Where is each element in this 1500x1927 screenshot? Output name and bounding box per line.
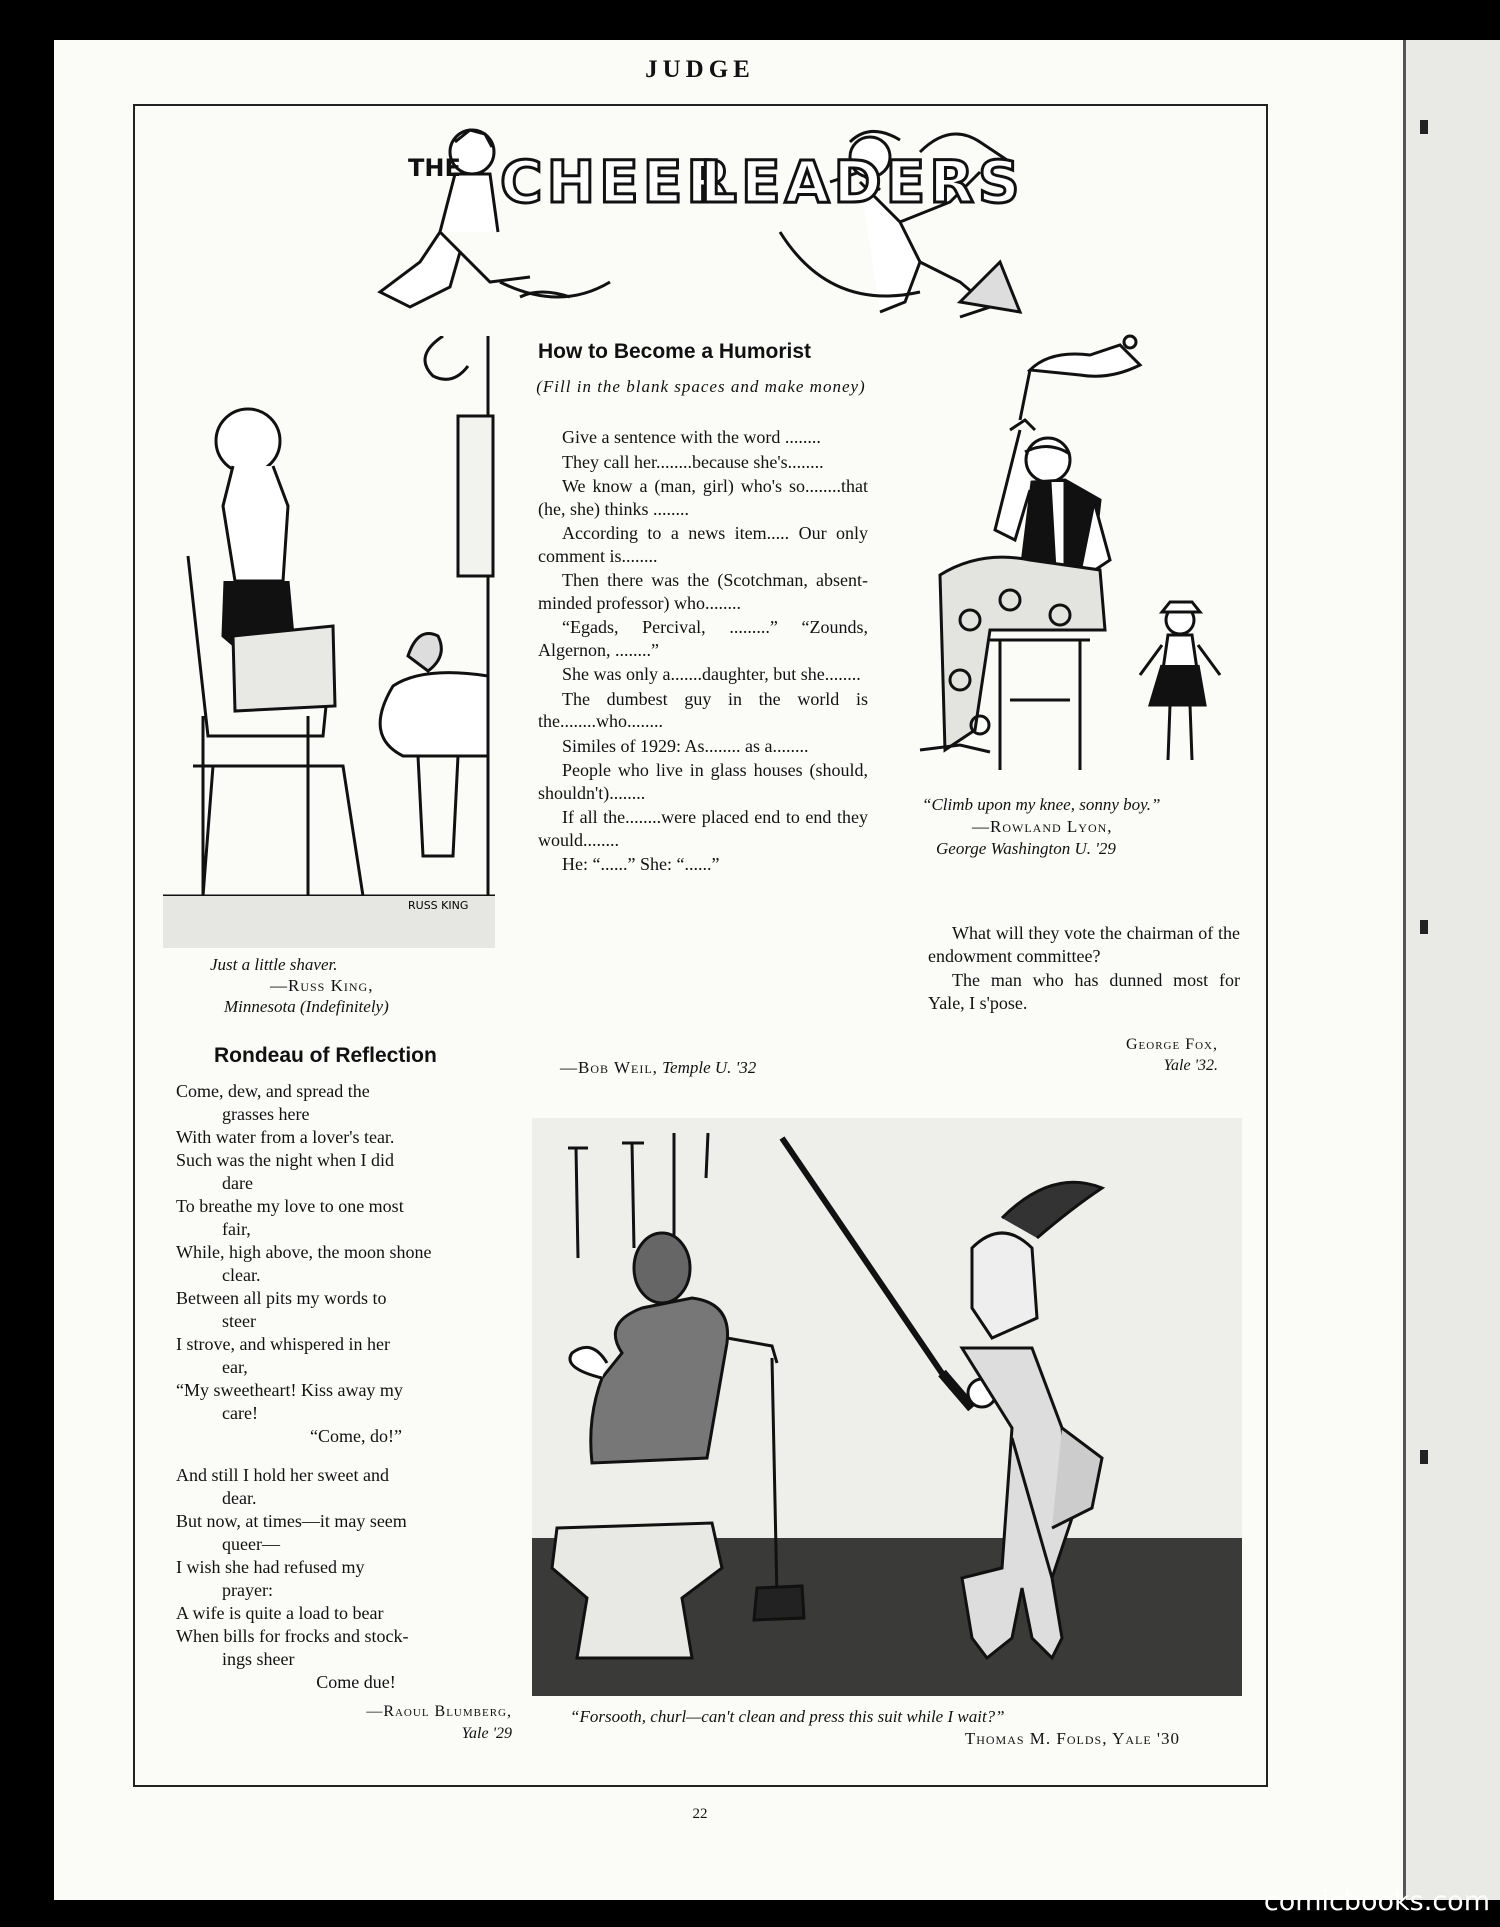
poem-line: And still I hold her sweet and [176,1465,389,1485]
poem-line: dear. [222,1488,257,1508]
humorist-school: Temple U. '32 [662,1058,757,1077]
chairman-school: Yale '32. [1163,1057,1218,1074]
binding-mark [1420,1450,1428,1464]
poem-line: steer [222,1311,256,1331]
poem-line: clear. [222,1265,261,1285]
poem-line: queer— [222,1534,280,1554]
masthead: JUDGE [645,56,755,83]
poem-line: When bills for frocks and stock- [176,1626,409,1646]
humorist-author: —Bob Weil, [560,1058,658,1077]
knee-illustration [900,330,1240,785]
next-page-edge [1403,40,1500,1900]
cheer-leaders-title-art [360,112,1040,332]
poem-line: dare [222,1173,253,1193]
svg-text:CHEER: CHEER [500,148,736,216]
humorist-line: We know a (man, girl) who's so........that (he, she) thinks ........ [538,476,868,519]
poem-line: I wish she had refused my [176,1557,365,1577]
poem-line: Such was the night when I did [176,1150,394,1170]
poem-line: ear, [222,1357,248,1377]
poem-line: ings sheer [222,1649,295,1669]
knight-illustration [532,1098,1242,1696]
poem-line: “My sweetheart! Kiss away my [176,1380,403,1400]
humorist-line: The dumbest guy in the world is the........who........ [538,688,868,731]
chairman-author: George Fox, [1125,1036,1218,1053]
site-watermark: comicbooks.com [1263,1886,1490,1917]
binding-mark [1420,120,1428,134]
knight-author: Thomas M. Folds, Yale '30 [964,1729,1180,1748]
humorist-line: Then there was the (Scotchman, absent-minded professor) who........ [538,570,868,613]
shaver-caption-block [210,954,500,1017]
poem-line: While, high above, the moon shone [176,1242,432,1262]
artist-signature: RUSS KING [408,899,469,912]
humorist-subtitle: (Fill in the blank spaces and make money) [536,377,866,396]
poem-line: With water from a lover's tear. [176,1127,395,1147]
chairman-signature [928,1034,1218,1076]
poem-refrain: “Come, do!” [310,1426,402,1446]
chairman-joke [928,922,1240,1014]
knee-caption-block [922,794,1232,860]
poem-line: I strove, and whispered in her [176,1334,390,1354]
knee-author: —Rowland Lyon, [972,817,1113,836]
humorist-line: They call her........because she's........ [562,451,824,472]
svg-text:THE: THE [408,154,461,182]
poem-line: prayer: [222,1580,273,1600]
poem-line: fair, [222,1219,251,1239]
humorist-line: Similes of 1929: As........ as a........ [562,735,809,756]
poem-line: To breathe my love to one most [176,1196,404,1216]
shaver-caption: Just a little shaver. [210,955,338,974]
humorist-signature [560,1058,880,1078]
knee-caption: “Climb upon my knee, sonny boy.” [922,795,1161,814]
poem-line: grasses here [222,1104,310,1124]
humorist-line: “Egads, Percival, .........” “Zounds, Algernon, ........” [538,617,868,660]
humorist-body [538,426,868,876]
svg-text:LEADERS: LEADERS [700,148,1024,216]
page-number: 22 [692,1806,708,1822]
poem-line: A wife is quite a load to bear [176,1603,384,1623]
humorist-line: Give a sentence with the word ........ [562,427,821,447]
shaver-school: Minnesota (Indefinitely) [224,997,389,1016]
shaver-author: —Russ King, [270,976,374,995]
rondeau-author: —Raoul Blumberg, [366,1703,512,1720]
poem-line: Between all pits my words to [176,1288,387,1308]
knight-caption-block [570,1706,1210,1748]
poem-line: Come, dew, and spread the [176,1081,370,1101]
humorist-line: If all the........were placed end to end they would........ [538,807,868,850]
rondeau-poem [176,1080,506,1694]
rondeau-signature [176,1701,512,1745]
chairman-answer: The man who has dunned most for Yale, I s'pose. [928,970,1240,1013]
humorist-line: He: “......” She: “......” [562,854,720,874]
poem-refrain: Come due! [316,1672,396,1692]
binding-mark [1420,920,1428,934]
humorist-line: People who live in glass houses (should, shouldn't)........ [538,760,868,803]
shaver-illustration [163,336,495,948]
poem-line: But now, at times—it may seem [176,1511,407,1531]
humorist-title: How to Become a Humorist [538,340,812,363]
humorist-line: She was only a.......daughter, but she........ [562,664,861,684]
rondeau-school: Yale '29 [461,1725,512,1742]
rondeau-title: Rondeau of Reflection [214,1044,437,1067]
knight-caption: “Forsooth, churl—can't clean and press this suit while I wait?” [570,1707,1005,1726]
chairman-question: What will they vote the chairman of the endowment committee? [928,923,1240,966]
humorist-line: According to a news item..... Our only comment is........ [538,523,868,566]
poem-line: care! [222,1403,258,1423]
knee-school: George Washington U. '29 [936,839,1116,858]
